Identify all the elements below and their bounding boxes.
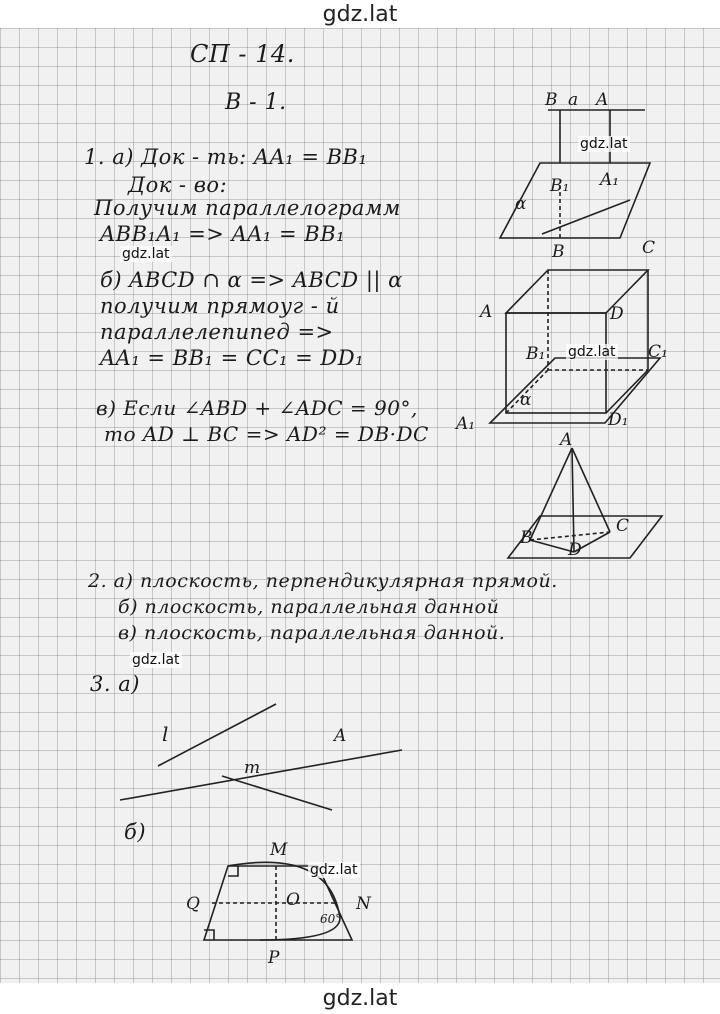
fig1-label-B: B	[545, 90, 558, 110]
fig5-label-angle: 60°	[320, 912, 342, 926]
watermark-mark: gdz.lat	[132, 652, 180, 668]
fig2-label-A: A	[480, 302, 493, 322]
fig5-label-O: O	[286, 890, 300, 910]
task1-b-line2: получим прямоуг - й	[100, 294, 340, 318]
fig2-label-D1: D₁	[608, 410, 629, 430]
fig3-label-A: A	[560, 430, 573, 450]
task3-a: 3. а)	[90, 672, 140, 696]
watermark-top: gdz.lat	[322, 2, 398, 27]
task1-a-line1: 1. а) Док - ть: AA₁ = BB₁	[84, 145, 368, 169]
task2-a: 2. а) плоскость, перпендикулярная прямой.	[88, 570, 558, 592]
task1-a-line2: Док - во:	[128, 173, 228, 197]
variant-label: В - 1.	[225, 90, 287, 115]
fig3-label-C: C	[616, 516, 630, 536]
notebook-page	[0, 28, 720, 983]
fig2-label-B1: B₁	[526, 344, 546, 364]
fig3-label-B: B	[520, 528, 533, 548]
watermark-mark: gdz.lat	[122, 246, 170, 262]
fig4-label-m: m	[244, 758, 261, 778]
fig2-label-alpha: α	[520, 390, 532, 410]
fig1-label-A1: A₁	[600, 170, 620, 190]
fig5-label-N: N	[356, 894, 371, 914]
task2-b: б) плоскость, параллельная данной	[118, 596, 500, 618]
skew-lines-figure	[110, 688, 430, 818]
watermark-mark: gdz.lat	[568, 344, 616, 360]
task1-a-line3: Получим параллелограмм	[94, 196, 401, 220]
line-plane-figure	[500, 88, 660, 248]
fig1-label-B1: B₁	[550, 176, 570, 196]
task3-b: б)	[124, 820, 147, 844]
task1-a-line4: ABB₁A₁ => AA₁ = BB₁	[100, 222, 346, 246]
fig1-label-alpha: α	[515, 194, 527, 214]
task1-c-line1: в) Если ∠ABD + ∠ADC = 90°,	[96, 396, 418, 420]
task2-c: в) плоскость, параллельная данной.	[118, 622, 506, 644]
fig2-label-C1: C₁	[648, 342, 668, 362]
task1-b-line4: AA₁ = BB₁ = CC₁ = DD₁	[100, 346, 365, 370]
watermark-bottom: gdz.lat	[322, 986, 398, 1011]
fig4-label-l: l	[162, 722, 169, 746]
task1-c-line2: то AD ⊥ BC => AD² = DB·DC	[104, 422, 429, 446]
page-title: СП - 14.	[190, 40, 295, 68]
fig5-label-P: P	[268, 948, 280, 968]
fig1-label-A: A	[596, 90, 609, 110]
fig4-label-A: A	[334, 726, 347, 746]
fig3-label-D: D	[568, 540, 582, 560]
fig5-label-Q: Q	[186, 894, 200, 914]
task1-b-line3: параллелепипед =>	[100, 320, 334, 344]
tetrahedron-figure	[500, 440, 670, 570]
fig2-label-C: C	[642, 238, 656, 258]
watermark-mark: gdz.lat	[310, 862, 358, 878]
fig2-label-B: B	[552, 242, 565, 262]
task1-b-line1: б) ABCD ∩ α => ABCD || α	[100, 268, 403, 292]
fig1-label-a: a	[568, 90, 579, 110]
fig5-label-M: M	[270, 840, 288, 860]
fig2-label-A1: A₁	[456, 414, 476, 434]
fig2-label-D: D	[610, 304, 624, 324]
watermark-mark: gdz.lat	[580, 136, 628, 152]
